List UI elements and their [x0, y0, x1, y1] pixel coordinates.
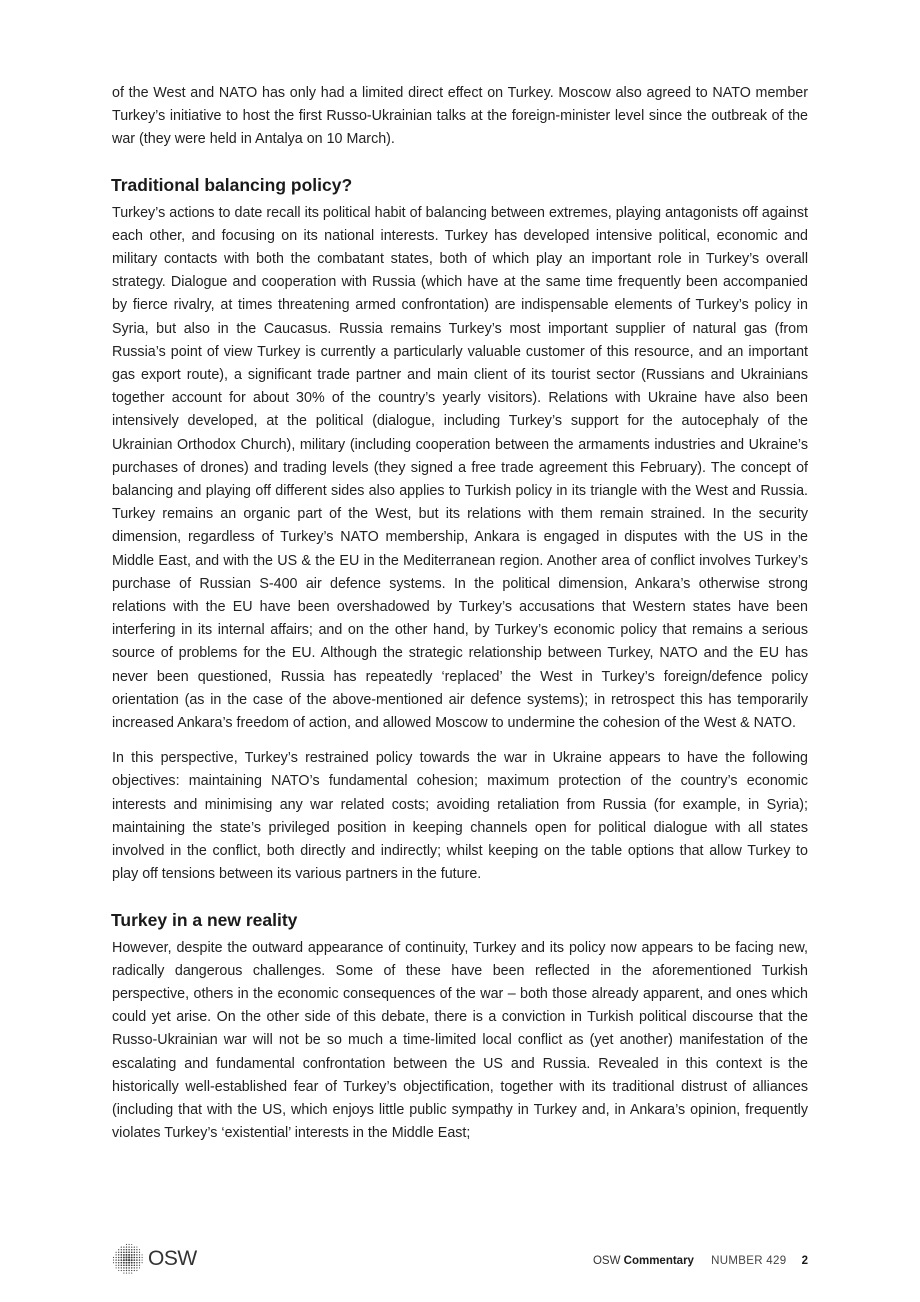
- logo-dot: [133, 1257, 135, 1259]
- logo-dot: [118, 1265, 119, 1266]
- section-heading: Traditional balancing policy?: [111, 174, 353, 195]
- logo-dot: [131, 1257, 133, 1259]
- logo-dot: [126, 1270, 127, 1271]
- logo-dot: [115, 1262, 116, 1263]
- logo-dot: [136, 1247, 137, 1248]
- logo-dot: [136, 1267, 137, 1268]
- logo-dot: [142, 1260, 143, 1261]
- logo-dot: [121, 1265, 123, 1267]
- logo-dot: [128, 1267, 130, 1269]
- logo-dot: [123, 1249, 124, 1250]
- logo-dot: [136, 1265, 137, 1266]
- body-paragraph: However, despite the outward appearance of continuity, Turkey and its policy now appears to be facing new, radically dangerous challenges. Some of these have been reflected in the aforementioned Turkish perspective, others in the economic consequences of the war – both those already apparent, and ones which could yet arise. On the other side of this debate, there is a conviction in Turkish political discourse that the Russo-Ukrainian war will not be so much a time-limited local conflict as (yet another) manifestation of the escalating and fundamental confrontation between the US and Russia. Revealed in this context is the historically well-established fear of Turkey’s objectification, together with its traditional distrust of alliances (including that with the US, which enjoys little public sympathy in Turkey and, in Ankara’s opinion, frequently violates Turkey’s ‘existential’ interests in the Middle East;: [112, 939, 808, 1142]
- logo-dot: [131, 1249, 133, 1251]
- logo-dot: [131, 1273, 132, 1274]
- logo-dot: [115, 1254, 116, 1255]
- logo-dot: [125, 1259, 127, 1261]
- logo-dot: [126, 1244, 127, 1245]
- logo-dot: [118, 1249, 119, 1250]
- logo-dot: [142, 1254, 143, 1255]
- logo-dot: [121, 1249, 122, 1250]
- logo-dot: [126, 1246, 127, 1247]
- logo-dot: [134, 1252, 136, 1254]
- logo-dot: [126, 1267, 128, 1269]
- logo-dot: [123, 1270, 124, 1271]
- logo-dot: [133, 1254, 135, 1256]
- issue-number: NUMBER 429: [711, 1255, 787, 1267]
- logo-dot: [131, 1270, 132, 1271]
- body-paragraph: In this perspective, Turkey’s restrained policy towards the war in Ukraine appears to have the following objectives: maintaining NATO’s fundamental cohesion; maximum protection of the country’s economic interests and minimising any war related costs; avoiding retaliation from Russia (for example, in Syria); maintaining the state’s privileged position in keeping channels open for political dialogue with all states involved in the conflict, both directly and indirectly; whilst keeping on the table options that allow Turkey to play off tensions between its various partners in the future.: [112, 750, 808, 883]
- logo-dot: [128, 1251, 130, 1253]
- logo-dot: [131, 1254, 133, 1256]
- logo-dot: [118, 1270, 119, 1271]
- logo-dot: [121, 1267, 122, 1268]
- logo-dot: [115, 1265, 116, 1266]
- logo-dot: [131, 1244, 132, 1245]
- logo-dot: [123, 1259, 125, 1261]
- logo-dot: [115, 1259, 116, 1260]
- logo-dot: [120, 1262, 122, 1264]
- logo-dot: [131, 1264, 133, 1266]
- logo-dot: [116, 1252, 117, 1253]
- logo-dot: [123, 1267, 125, 1269]
- footer-publication-info: [593, 1254, 808, 1268]
- logo-dot: [118, 1257, 120, 1259]
- logo-dot: [118, 1267, 119, 1268]
- logo-dot: [136, 1249, 137, 1250]
- logo-dot: [136, 1262, 138, 1264]
- logo-dot: [134, 1249, 135, 1250]
- logo-dot: [136, 1270, 137, 1271]
- logo-dot: [136, 1252, 137, 1253]
- logo-dot: [139, 1262, 140, 1263]
- logo-dot: [128, 1246, 129, 1247]
- logo-dot: [139, 1252, 140, 1253]
- logo-dot: [128, 1259, 130, 1261]
- logo-dot: [128, 1249, 130, 1251]
- logo-dot: [142, 1262, 143, 1263]
- logo-text: OSW: [148, 1247, 197, 1270]
- logo-dot: [126, 1249, 128, 1251]
- logo-dot: [128, 1256, 130, 1258]
- logo-dot: [128, 1264, 130, 1266]
- logo-dot: [113, 1262, 114, 1263]
- logo-dot: [139, 1259, 140, 1260]
- logo-dot: [126, 1273, 127, 1274]
- logo-dot: [123, 1251, 125, 1253]
- logo-dot: [123, 1264, 125, 1266]
- logo-dot: [134, 1267, 135, 1268]
- logo-dot: [121, 1252, 123, 1254]
- logo-dot: [123, 1257, 125, 1259]
- globe-dots-icon: [112, 1243, 144, 1275]
- logo-dot: [129, 1244, 130, 1245]
- logo-dot: [116, 1267, 117, 1268]
- logo-dot: [115, 1257, 116, 1258]
- logo-dot: [131, 1251, 133, 1253]
- logo-dot: [131, 1267, 133, 1269]
- article-body: [112, 82, 808, 1145]
- logo-dot: [134, 1265, 136, 1267]
- logo-dot: [123, 1246, 124, 1247]
- logo-dot: [134, 1246, 135, 1247]
- page-number: 2: [801, 1255, 808, 1267]
- publication-name: Commentary: [623, 1255, 694, 1267]
- logo-dot: [134, 1270, 135, 1271]
- logo-dot: [123, 1262, 125, 1264]
- logo-dot: [131, 1246, 132, 1247]
- section-heading: Turkey in a new reality: [111, 909, 298, 930]
- logo-dot: [139, 1257, 140, 1258]
- logo-dot: [129, 1273, 130, 1274]
- logo-dot: [136, 1254, 138, 1256]
- logo-dot: [120, 1257, 122, 1259]
- logo-dot: [139, 1254, 140, 1255]
- logo-dot: [123, 1273, 124, 1274]
- logo-dot: [139, 1267, 140, 1268]
- logo-dot: [133, 1259, 135, 1261]
- logo-dot: [128, 1262, 130, 1264]
- logo-dot: [120, 1254, 122, 1256]
- logo-dot: [126, 1262, 128, 1264]
- logo-dot: [121, 1247, 122, 1248]
- logo-dot: [131, 1262, 133, 1264]
- body-paragraph: of the West and NATO has only had a limited direct effect on Turkey. Moscow also agreed to NATO member Turkey’s initiative to host the first Russo-Ukrainian talks at the foreign-minister level since the outbreak of the war (they were held in Antalya on 10 March).: [112, 85, 808, 148]
- logo-dot: [118, 1259, 120, 1261]
- logo-dot: [136, 1257, 138, 1259]
- logo-dot: [131, 1259, 133, 1261]
- body-paragraph: Turkey’s actions to date recall its political habit of balancing between extremes, playing antagonists off against each other, and focusing on its national interests. Turkey has developed intensive political, economic and military contacts with both the combatant states, both of which play an important role in Turkey’s overall strategy. Dialogue and cooperation with Russia (which have at the same time frequently been accompanied by fierce rivalry, at times threatening armed confrontation) are indispensable elements of Turkey’s policy in Syria, but also in the Caucasus. Russia remains Turkey’s most important supplier of natural gas (from Russia’s point of view Turkey is currently a particularly valuable customer of this resource, and an important gas export route), a significant trade partner and main client of its tourist sector (Russians and Ukrainians together account for about 30% of the country’s yearly visitors). Relations with Ukraine have also been intensively developed, at the political (dialogue, including Turkey’s support for the autocephaly of the Ukrainian Orthodox Church), military (including cooperation between the armaments industries and Ukraine’s purchases of drones) and trading levels (they signed a free trade agreement this February). The concept of balancing and playing off different sides also applies to Turkish policy in its triangle with the West and Russia. Turkey remains an organic part of the West, but its relations with them remain strained. In the security dimension, regardless of Turkey’s NATO membership, Ankara is engaged in disputes with the US in the Middle East, and with the US & the EU in the Mediterranean region. Another area of conflict involves Turkey’s purchase of Russian S-400 air defence systems. In the political dimension, Ankara’s otherwise strong relations with the EU have been overshadowed by Turkey’s accusations that Western states have been interfering in its internal affairs; and on the other hand, by Turkey’s economic policy that remains a serious source of problems for the EU. Although the strategic relationship between Turkey, NATO and the EU has never been questioned, Russia has repeatedly ‘replaced’ the West in Turkey’s foreign/​defence policy orientation (as in the case of the above-mentioned air defence systems); in retrospect this has temporarily increased Ankara’s freedom of action, and allowed Moscow to undermine the cohesion of the West & NATO.: [112, 204, 808, 732]
- logo-dot: [139, 1249, 140, 1250]
- logo-dot: [133, 1262, 135, 1264]
- logo-dot: [128, 1270, 129, 1271]
- logo-dot: [118, 1262, 120, 1264]
- logo-dot: [118, 1254, 119, 1255]
- logo-dot: [139, 1265, 140, 1266]
- logo-dot: [142, 1257, 143, 1258]
- logo-dot: [123, 1254, 125, 1256]
- logo-dot: [121, 1270, 122, 1271]
- logo-dot: [120, 1259, 122, 1261]
- logo-dot: [113, 1257, 114, 1258]
- page-footer: [112, 1243, 808, 1279]
- logo-dot: [126, 1251, 128, 1253]
- logo-dot: [125, 1256, 127, 1258]
- logo-dot: [126, 1264, 128, 1266]
- logo-dot: [128, 1254, 130, 1256]
- logo-dot: [136, 1259, 138, 1261]
- logo-dot: [126, 1254, 128, 1256]
- logo-dot: [118, 1252, 119, 1253]
- publication-prefix: OSW: [592, 1255, 621, 1267]
- logo-dot: [113, 1260, 114, 1261]
- osw-logo: [112, 1243, 197, 1275]
